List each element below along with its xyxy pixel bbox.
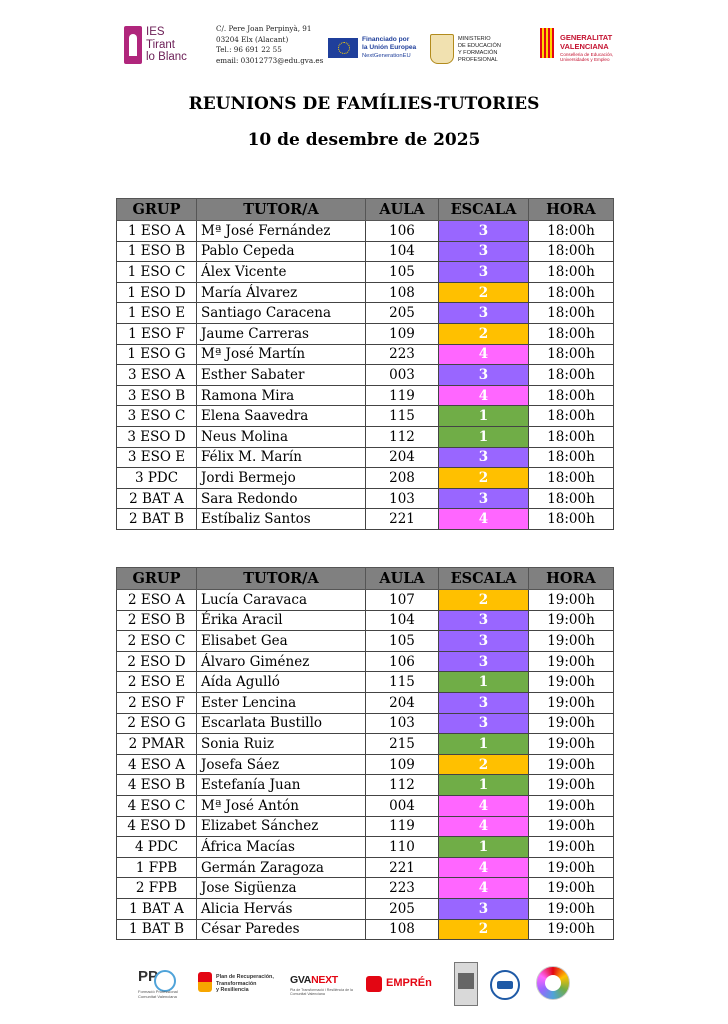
table-row xyxy=(117,468,614,489)
room-cell: 107 xyxy=(366,590,439,611)
scale-cell: 3 xyxy=(439,221,529,242)
time-cell: 18:00h xyxy=(529,323,614,344)
scale-cell: 3 xyxy=(439,631,529,652)
room-cell: 108 xyxy=(366,919,439,940)
table-row xyxy=(117,344,614,365)
school-address xyxy=(216,24,323,66)
group-cell: 3 ESO D xyxy=(117,426,197,447)
table-row xyxy=(117,754,614,775)
scale-cell: 4 xyxy=(439,795,529,816)
table-header-row xyxy=(117,568,614,590)
time-cell: 19:00h xyxy=(529,898,614,919)
column-header: HORA xyxy=(529,568,614,590)
seal-icon xyxy=(536,966,570,1000)
time-cell: 18:00h xyxy=(529,488,614,509)
tutor-cell: Esther Sabater xyxy=(197,365,366,386)
tutor-cell: Ester Lencina xyxy=(197,692,366,713)
scale-cell: 1 xyxy=(439,426,529,447)
school-logo-line2: Tirant xyxy=(146,38,175,51)
table-row xyxy=(117,672,614,693)
recovery-line2: Transformación xyxy=(216,980,257,987)
time-cell: 19:00h xyxy=(529,713,614,734)
column-header: ESCALA xyxy=(439,568,529,590)
table-row xyxy=(117,282,614,303)
tutor-cell: Aída Agulló xyxy=(197,672,366,693)
column-header: GRUP xyxy=(117,568,197,590)
tutor-cell: Jose Sigüenza xyxy=(197,878,366,899)
eu-line1: Financiado por xyxy=(362,36,410,43)
table-row xyxy=(117,590,614,611)
table-row xyxy=(117,919,614,940)
scale-cell: 3 xyxy=(439,447,529,468)
column-header: TUTOR/A xyxy=(197,568,366,590)
tutor-cell: Álex Vicente xyxy=(197,262,366,283)
group-cell: 4 ESO C xyxy=(117,795,197,816)
time-cell: 18:00h xyxy=(529,426,614,447)
table-row xyxy=(117,385,614,406)
scale-cell: 4 xyxy=(439,509,529,530)
room-cell: 205 xyxy=(366,898,439,919)
schedule-table-1900 xyxy=(116,567,614,940)
empren-text: EMPRÉn xyxy=(386,977,432,989)
footer-logos xyxy=(138,962,586,1012)
scale-cell: 3 xyxy=(439,610,529,631)
eu-flag-icon xyxy=(328,38,358,58)
schedule-table-1800 xyxy=(116,198,614,530)
table-row xyxy=(117,775,614,796)
group-cell: 1 ESO E xyxy=(117,303,197,324)
group-cell: 2 ESO D xyxy=(117,651,197,672)
room-cell: 103 xyxy=(366,713,439,734)
time-cell: 19:00h xyxy=(529,857,614,878)
time-cell: 18:00h xyxy=(529,241,614,262)
group-cell: 2 ESO F xyxy=(117,692,197,713)
room-cell: 105 xyxy=(366,262,439,283)
time-cell: 19:00h xyxy=(529,795,614,816)
table-row xyxy=(117,488,614,509)
group-cell: 4 PDC xyxy=(117,837,197,858)
scale-cell: 2 xyxy=(439,590,529,611)
group-cell: 1 BAT B xyxy=(117,919,197,940)
address-phone: Tel.: 96 691 22 55 xyxy=(216,45,282,54)
group-cell: 1 ESO A xyxy=(117,221,197,242)
tutor-cell: Alicia Hervás xyxy=(197,898,366,919)
group-cell: 1 ESO C xyxy=(117,262,197,283)
tutor-cell: Elizabet Sánchez xyxy=(197,816,366,837)
scale-cell: 1 xyxy=(439,672,529,693)
eu-funding-logo xyxy=(328,36,426,62)
tutor-cell: Sonia Ruiz xyxy=(197,734,366,755)
address-email: email: 03012773@edu.gva.es xyxy=(216,55,324,65)
certification-icon xyxy=(454,962,478,1006)
table-row xyxy=(117,734,614,755)
scale-cell: 2 xyxy=(439,323,529,344)
tutor-cell: Pablo Cepeda xyxy=(197,241,366,262)
table-row xyxy=(117,262,614,283)
ministry-line1: MINISTERIO xyxy=(458,36,491,42)
time-cell: 18:00h xyxy=(529,406,614,427)
scale-cell: 1 xyxy=(439,775,529,796)
tutor-cell: Mª José Martín xyxy=(197,344,366,365)
scale-cell: 2 xyxy=(439,919,529,940)
room-cell: 109 xyxy=(366,754,439,775)
time-cell: 19:00h xyxy=(529,631,614,652)
empren-logo xyxy=(366,976,446,998)
scale-cell: 4 xyxy=(439,878,529,899)
scale-cell: 3 xyxy=(439,488,529,509)
tutor-cell: Álvaro Giménez xyxy=(197,651,366,672)
recovery-line1: Plan de Recuperación, xyxy=(216,974,274,980)
table-row xyxy=(117,631,614,652)
table-row xyxy=(117,365,614,386)
tutor-cell: María Álvarez xyxy=(197,282,366,303)
time-cell: 19:00h xyxy=(529,672,614,693)
certification-logo xyxy=(454,962,478,1006)
group-cell: 2 FPB xyxy=(117,878,197,899)
scale-cell: 3 xyxy=(439,241,529,262)
gvanext-brand-b: NEXT xyxy=(311,974,338,986)
colorful-seal-logo xyxy=(536,966,572,1002)
table-row xyxy=(117,221,614,242)
time-cell: 19:00h xyxy=(529,692,614,713)
room-cell: 004 xyxy=(366,795,439,816)
address-street: C/. Pere Joan Perpinyà, 91 xyxy=(216,24,312,33)
table-row xyxy=(117,898,614,919)
time-cell: 19:00h xyxy=(529,590,614,611)
time-cell: 18:00h xyxy=(529,509,614,530)
school-logo-text xyxy=(146,26,187,64)
eu-line3: NextGenerationEU xyxy=(362,53,411,59)
document-date: 10 de desembre de 2025 xyxy=(247,130,481,150)
scale-cell: 3 xyxy=(439,713,529,734)
table-row xyxy=(117,406,614,427)
school-logo xyxy=(124,26,212,64)
table-row xyxy=(117,816,614,837)
tutor-cell: Jordi Bermejo xyxy=(197,468,366,489)
time-cell: 19:00h xyxy=(529,734,614,755)
gva-line2: VALENCIANA xyxy=(560,41,609,51)
recovery-plan-text xyxy=(216,974,274,994)
scale-cell: 3 xyxy=(439,651,529,672)
scale-cell: 1 xyxy=(439,734,529,755)
scale-cell: 3 xyxy=(439,692,529,713)
scale-cell: 1 xyxy=(439,837,529,858)
room-cell: 208 xyxy=(366,468,439,489)
blue-badge-logo xyxy=(490,970,520,1000)
gva-line4: Universidades y Empleo xyxy=(560,57,610,63)
column-header: AULA xyxy=(366,199,439,221)
group-cell: 1 FPB xyxy=(117,857,197,878)
column-header: AULA xyxy=(366,568,439,590)
tutor-cell: Neus Molina xyxy=(197,426,366,447)
room-cell: 110 xyxy=(366,837,439,858)
room-cell: 103 xyxy=(366,488,439,509)
column-header: TUTOR/A xyxy=(197,199,366,221)
tutor-cell: Santiago Caracena xyxy=(197,303,366,324)
badge-icon xyxy=(490,970,520,1000)
time-cell: 18:00h xyxy=(529,344,614,365)
group-cell: 1 ESO B xyxy=(117,241,197,262)
ppcv-mark: PP xyxy=(138,968,159,985)
time-cell: 18:00h xyxy=(529,468,614,489)
time-cell: 19:00h xyxy=(529,837,614,858)
table-row xyxy=(117,857,614,878)
scale-cell: 2 xyxy=(439,754,529,775)
letterhead xyxy=(124,22,624,72)
room-cell: 119 xyxy=(366,816,439,837)
time-cell: 19:00h xyxy=(529,610,614,631)
scale-cell: 1 xyxy=(439,406,529,427)
group-cell: 2 PMAR xyxy=(117,734,197,755)
time-cell: 18:00h xyxy=(529,262,614,283)
tutor-cell: Josefa Sáez xyxy=(197,754,366,775)
room-cell: 204 xyxy=(366,692,439,713)
room-cell: 104 xyxy=(366,241,439,262)
room-cell: 003 xyxy=(366,365,439,386)
scale-cell: 4 xyxy=(439,816,529,837)
room-cell: 105 xyxy=(366,631,439,652)
time-cell: 19:00h xyxy=(529,878,614,899)
table-row xyxy=(117,241,614,262)
group-cell: 2 BAT A xyxy=(117,488,197,509)
time-cell: 18:00h xyxy=(529,282,614,303)
tutor-cell: Félix M. Marín xyxy=(197,447,366,468)
address-city: 03204 Elx (Alacant) xyxy=(216,34,289,44)
table-row xyxy=(117,878,614,899)
ministry-logo xyxy=(430,34,538,64)
school-logo-line1: IES xyxy=(146,26,165,38)
room-cell: 223 xyxy=(366,344,439,365)
table-row xyxy=(117,713,614,734)
group-cell: 2 ESO E xyxy=(117,672,197,693)
empren-icon xyxy=(366,976,382,992)
room-cell: 223 xyxy=(366,878,439,899)
generalitat-text xyxy=(560,34,612,51)
table-header-row xyxy=(117,199,614,221)
time-cell: 19:00h xyxy=(529,775,614,796)
time-cell: 18:00h xyxy=(529,221,614,242)
table-row xyxy=(117,447,614,468)
room-cell: 104 xyxy=(366,610,439,631)
group-cell: 2 ESO C xyxy=(117,631,197,652)
tutor-cell: Jaume Carreras xyxy=(197,323,366,344)
table-row xyxy=(117,509,614,530)
group-cell: 2 ESO G xyxy=(117,713,197,734)
room-cell: 119 xyxy=(366,385,439,406)
group-cell: 4 ESO A xyxy=(117,754,197,775)
tutor-cell: Lucía Caravaca xyxy=(197,590,366,611)
group-cell: 3 ESO A xyxy=(117,365,197,386)
scale-cell: 3 xyxy=(439,898,529,919)
time-cell: 19:00h xyxy=(529,651,614,672)
table-row xyxy=(117,651,614,672)
gvanext-caption: Pla de Transformació i Resiliència de la Comunitat Valenciana xyxy=(290,988,353,996)
time-cell: 18:00h xyxy=(529,447,614,468)
group-cell: 4 ESO D xyxy=(117,816,197,837)
room-cell: 108 xyxy=(366,282,439,303)
scale-cell: 3 xyxy=(439,262,529,283)
scale-cell: 4 xyxy=(439,385,529,406)
scale-cell: 2 xyxy=(439,282,529,303)
document-title: REUNIONS DE FAMÍLIES-TUTORIES xyxy=(188,94,540,114)
room-cell: 215 xyxy=(366,734,439,755)
tutor-cell: África Macías xyxy=(197,837,366,858)
time-cell: 18:00h xyxy=(529,385,614,406)
group-cell: 2 BAT B xyxy=(117,509,197,530)
tutor-cell: Mª José Antón xyxy=(197,795,366,816)
chess-knight-icon xyxy=(124,26,142,64)
time-cell: 19:00h xyxy=(529,816,614,837)
group-cell: 2 ESO B xyxy=(117,610,197,631)
scale-cell: 3 xyxy=(439,303,529,324)
group-cell: 1 ESO F xyxy=(117,323,197,344)
room-cell: 112 xyxy=(366,426,439,447)
time-cell: 18:00h xyxy=(529,365,614,386)
group-cell: 1 ESO D xyxy=(117,282,197,303)
tutor-cell: Elisabet Gea xyxy=(197,631,366,652)
column-header: ESCALA xyxy=(439,199,529,221)
generalitat-subtext xyxy=(560,52,613,62)
ministry-text xyxy=(458,36,538,64)
tutor-cell: Mª José Fernández xyxy=(197,221,366,242)
room-cell: 109 xyxy=(366,323,439,344)
group-cell: 3 PDC xyxy=(117,468,197,489)
scale-cell: 4 xyxy=(439,857,529,878)
table-row xyxy=(117,795,614,816)
ppcv-caption: Formació Professional Comunitat Valenciana xyxy=(138,989,178,999)
table-row xyxy=(117,426,614,447)
tutor-cell: Escarlata Bustillo xyxy=(197,713,366,734)
tutor-cell: Estíbaliz Santos xyxy=(197,509,366,530)
generalitat-emblem-icon xyxy=(540,28,554,58)
eu-line2: la Unión Europea xyxy=(362,44,417,51)
room-cell: 115 xyxy=(366,672,439,693)
time-cell: 18:00h xyxy=(529,303,614,324)
recovery-line3: y Resiliencia xyxy=(216,987,249,994)
table-row xyxy=(117,837,614,858)
ministry-line2: DE EDUCACIÓN xyxy=(458,43,501,49)
coat-of-arms-icon xyxy=(430,34,454,64)
time-cell: 19:00h xyxy=(529,919,614,940)
room-cell: 221 xyxy=(366,509,439,530)
tutor-cell: Ramona Mira xyxy=(197,385,366,406)
group-cell: 3 ESO B xyxy=(117,385,197,406)
gvanext-brand-a: GVA xyxy=(290,974,312,986)
group-cell: 3 ESO C xyxy=(117,406,197,427)
tutor-cell: César Paredes xyxy=(197,919,366,940)
ppcv-logo xyxy=(138,968,182,998)
generalitat-logo xyxy=(540,28,630,64)
gva-line3: Conselleria de Educación, xyxy=(560,52,614,57)
tutor-cell: Sara Redondo xyxy=(197,488,366,509)
room-cell: 204 xyxy=(366,447,439,468)
group-cell: 3 ESO E xyxy=(117,447,197,468)
gvanext-logo xyxy=(290,974,354,1002)
recovery-plan-logo xyxy=(198,972,288,1000)
gva-line1: GENERALITAT xyxy=(560,33,613,42)
scale-cell: 3 xyxy=(439,365,529,386)
room-cell: 205 xyxy=(366,303,439,324)
table-row xyxy=(117,303,614,324)
room-cell: 115 xyxy=(366,406,439,427)
column-header: HORA xyxy=(529,199,614,221)
group-cell: 2 ESO A xyxy=(117,590,197,611)
group-cell: 1 ESO G xyxy=(117,344,197,365)
tutor-cell: Érika Aracil xyxy=(197,610,366,631)
ministry-line3: Y FORMACIÓN PROFESIONAL xyxy=(458,50,498,63)
time-cell: 19:00h xyxy=(529,754,614,775)
tutor-cell: Germán Zaragoza xyxy=(197,857,366,878)
tutor-cell: Estefanía Juan xyxy=(197,775,366,796)
room-cell: 112 xyxy=(366,775,439,796)
scale-cell: 4 xyxy=(439,344,529,365)
table-row xyxy=(117,323,614,344)
gvanext-wordmark xyxy=(290,974,338,986)
school-logo-line3: lo Blanc xyxy=(146,51,187,63)
table-row xyxy=(117,610,614,631)
column-header: GRUP xyxy=(117,199,197,221)
group-cell: 1 BAT A xyxy=(117,898,197,919)
room-cell: 106 xyxy=(366,651,439,672)
tutor-cell: Elena Saavedra xyxy=(197,406,366,427)
recovery-plan-icon xyxy=(198,972,212,992)
scale-cell: 2 xyxy=(439,468,529,489)
table-row xyxy=(117,692,614,713)
eu-funding-text xyxy=(362,36,416,52)
room-cell: 221 xyxy=(366,857,439,878)
group-cell: 4 ESO B xyxy=(117,775,197,796)
room-cell: 106 xyxy=(366,221,439,242)
